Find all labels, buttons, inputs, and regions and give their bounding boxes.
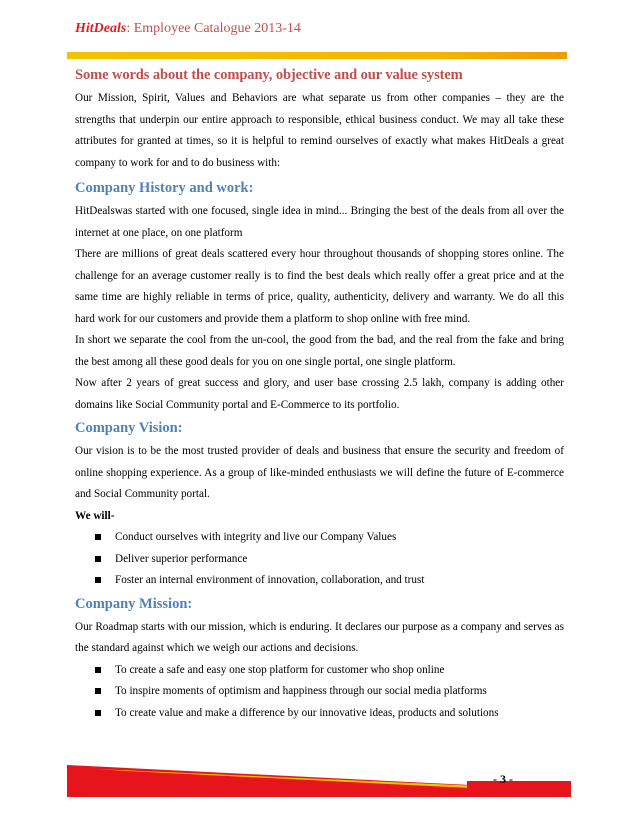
history-paragraph: HitDealswas started with one focused, single idea in mind... Bringing the best of the deals from all over the internet at one place, on one platform [75, 205, 564, 239]
vision-heading: Company Vision: [75, 420, 183, 436]
list-item: Deliver superior performance [95, 549, 564, 571]
vision-paragraph: Our vision is to be the most trusted provider of deals and business that ensure the security and freedom of online shopping experience. As a group of like-minded enthusiasts we will define the future of E-commerce and Social Community portal. [75, 445, 564, 500]
main-heading: Some words about the company, objective and our value system [75, 67, 463, 83]
we-will-label: We will- [75, 509, 115, 522]
square-bullet-icon [95, 534, 101, 540]
history-paragraph: In short we separate the cool from the un-cool, the good from the bad, and the real from the fake and bring the best among all these good deals for you on one single portal, one single platform. [75, 334, 564, 368]
history-paragraph: Now after 2 years of great success and glory, and user base crossing 2.5 lakh, company is adding other domains like Social Community portal and E-Commerce to its portfolio. [75, 377, 564, 411]
intro-paragraph: Our Mission, Spirit, Values and Behaviors are what separate us from other companies – they are the strengths that underpin our entire approach to responsible, ethical business conduct. We may all take these attributes for granted at times, so it is helpful to remind ourselves of exactly what makes HitDeals a great company to work for and to do business with: [75, 92, 564, 169]
list-item: Conduct ourselves with integrity and live our Company Values [95, 527, 564, 549]
list-item: To inspire moments of optimism and happiness through our social media platforms [95, 681, 564, 703]
header-title: : Employee Catalogue 2013-14 [126, 21, 301, 36]
list-item: To create value and make a difference by our innovative ideas, products and solutions [95, 703, 564, 725]
mission-list [75, 660, 564, 725]
list-item: To create a safe and easy one stop platform for customer who shop online [95, 660, 564, 682]
page-number: - 3 - [493, 772, 513, 786]
square-bullet-icon [95, 710, 101, 716]
square-bullet-icon [95, 667, 101, 673]
vision-list [75, 527, 564, 592]
history-heading: Company History and work: [75, 180, 254, 196]
square-bullet-icon [95, 688, 101, 694]
document-header [75, 21, 301, 37]
header-divider-bar [67, 52, 567, 59]
history-paragraph: There are millions of great deals scattered every hour throughout thousands of shopping stores online. The challenge for an average customer really is to find the best deals which really offer a great price and at the same time are highly reliable in terms of price, quality, authenticity, delivery and warranty. We do all this hard work for our customers and provide them a platform to shop online with free mind. [75, 248, 564, 325]
brand-name: HitDeals [75, 21, 127, 36]
list-item: Foster an internal environment of innovation, collaboration, and trust [95, 570, 564, 592]
square-bullet-icon [95, 577, 101, 583]
square-bullet-icon [95, 556, 101, 562]
mission-paragraph: Our Roadmap starts with our mission, which is enduring. It declares our purpose as a company and serves as the standard against which we weigh our actions and decisions. [75, 620, 564, 654]
page-content [75, 66, 564, 724]
mission-heading: Company Mission: [75, 595, 193, 612]
